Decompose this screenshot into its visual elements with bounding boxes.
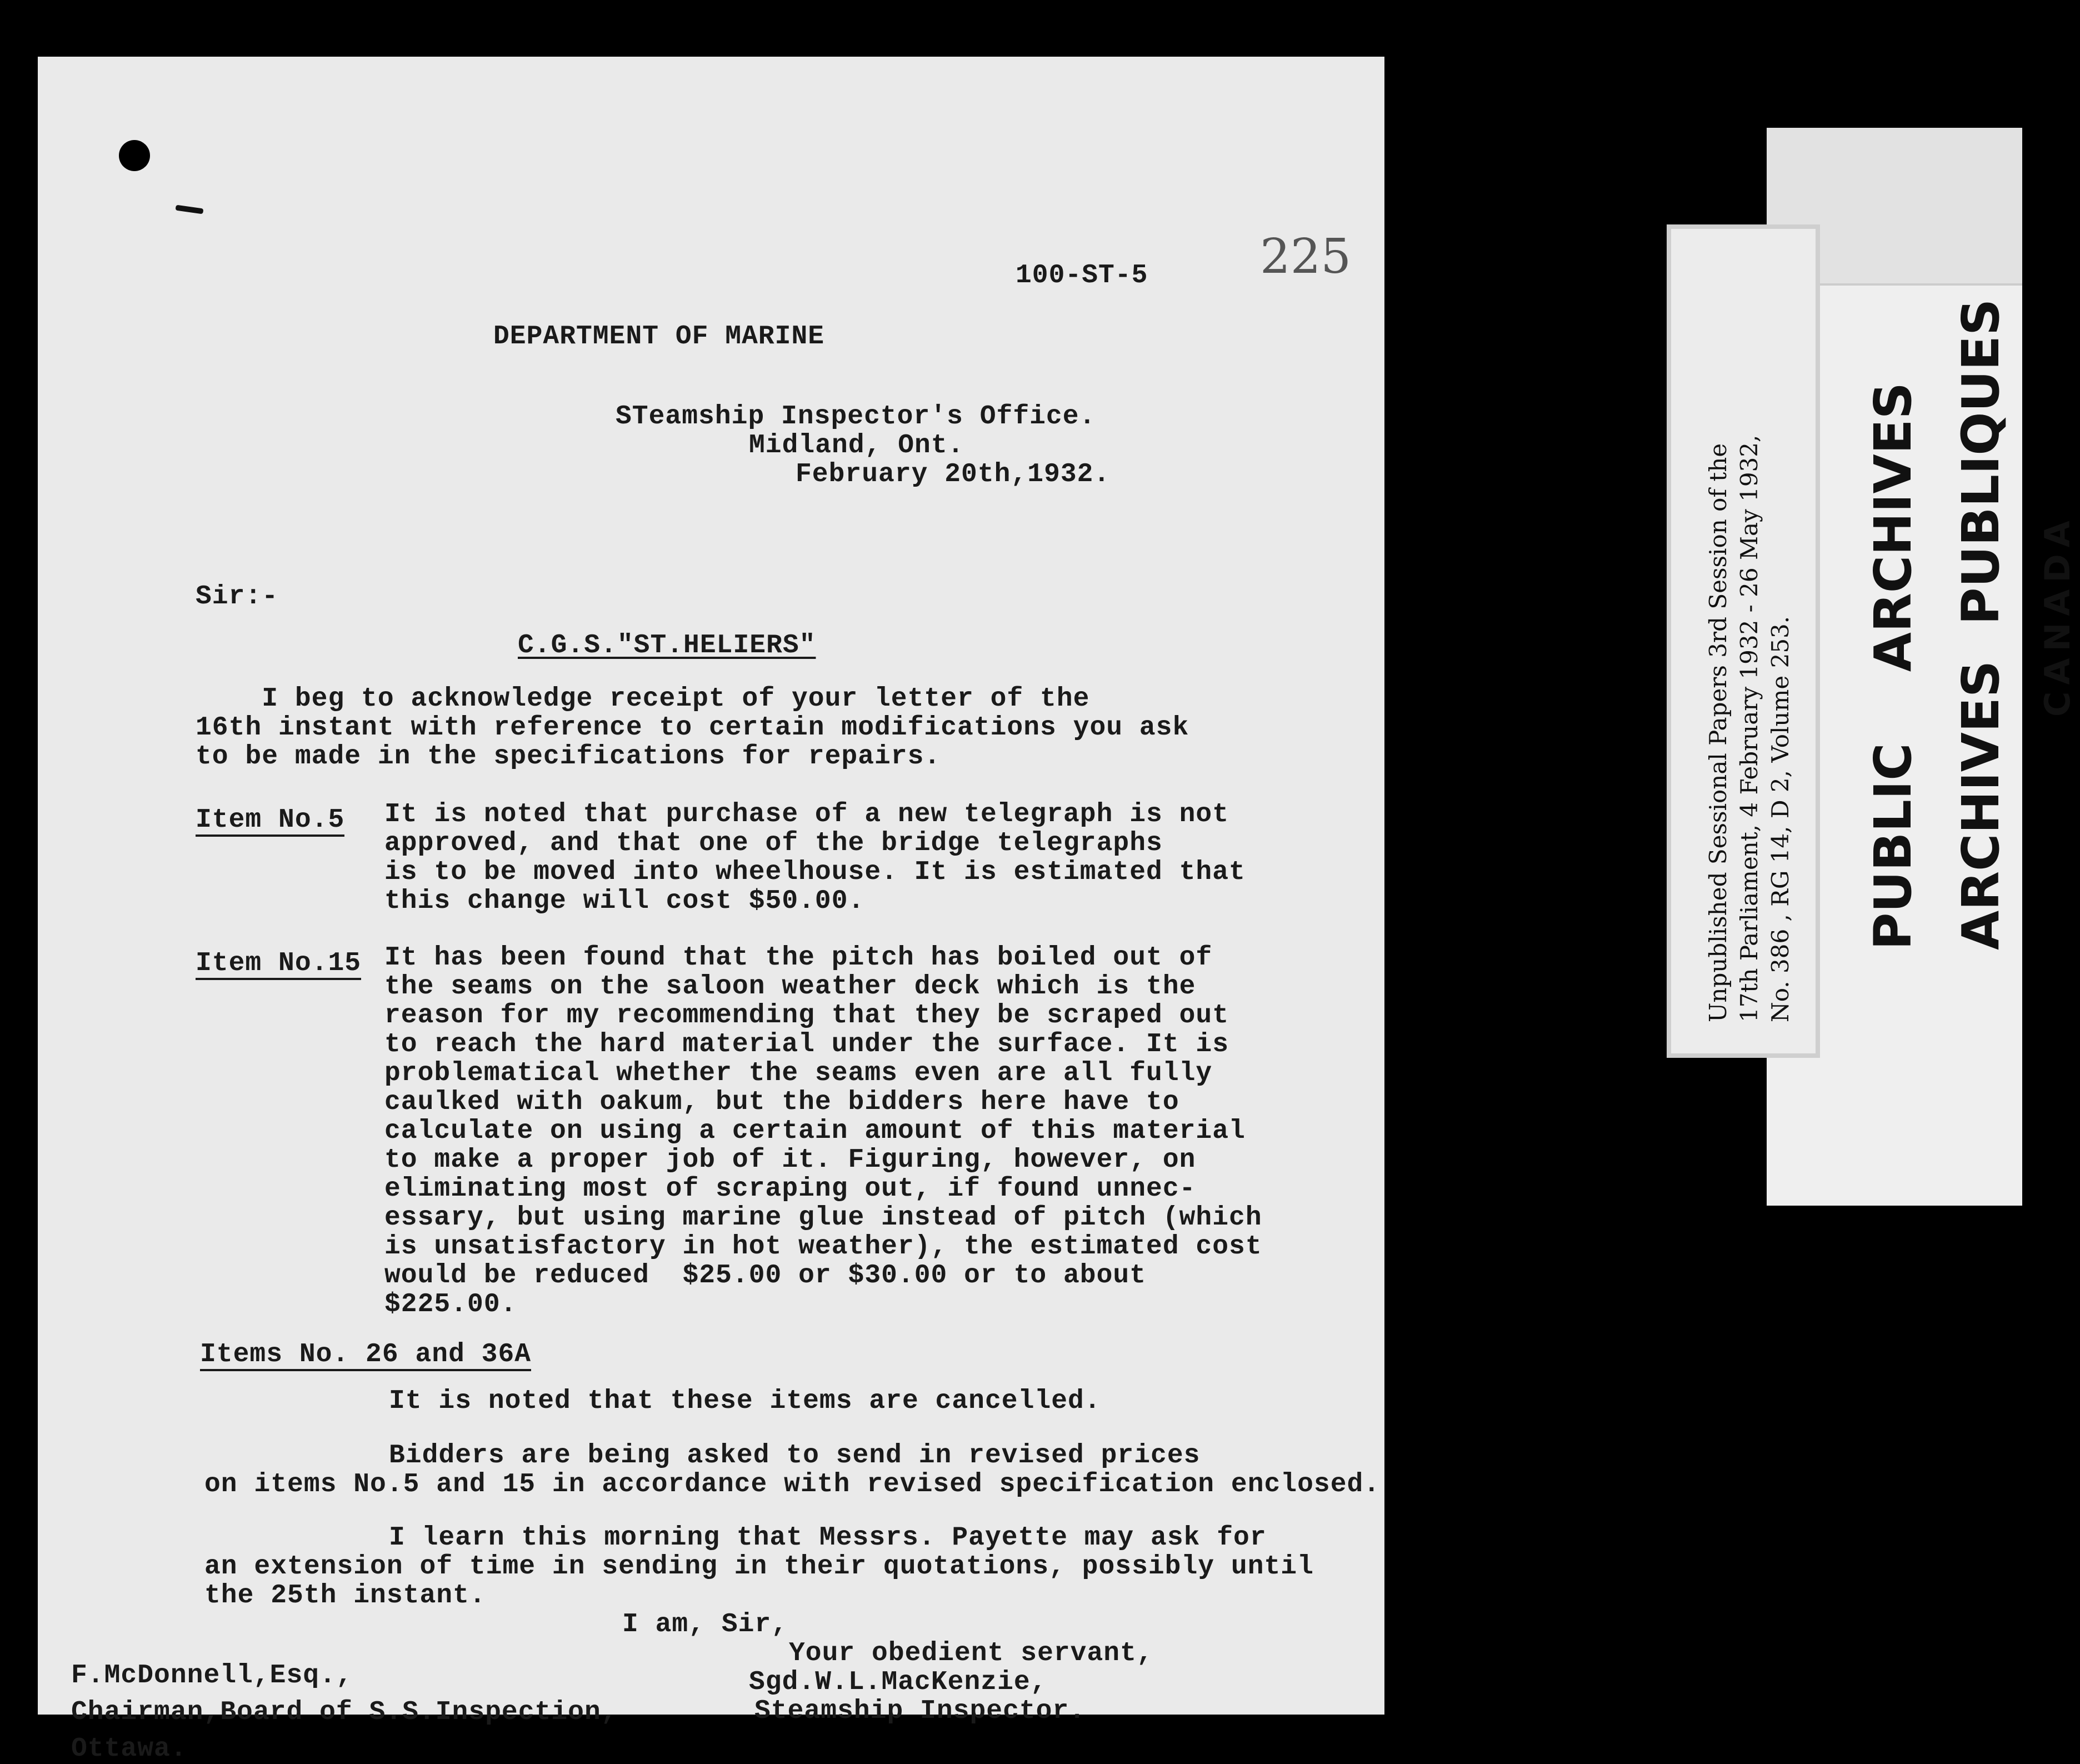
payette-line-1: I learn this morning that Messrs. Payette may ask for <box>389 1523 1267 1553</box>
intro-line-2: 16th instant with reference to certain modifications you ask <box>196 713 1189 743</box>
subject-line: C.G.S."ST.HELIERS" <box>518 631 816 661</box>
intro-line-3: to be made in the specifications for repairs. <box>196 742 941 772</box>
addressee-city: Ottawa. <box>71 1734 187 1764</box>
item-15-line-13: $225.00. <box>384 1290 517 1320</box>
archive-label-line-1: Unpublished Sessional Papers 3rd Session of the <box>1704 443 1732 1022</box>
department-heading: DEPARTMENT OF MARINE <box>493 322 825 352</box>
archive-label-line-2: 17th Parliament, 4 February 1932 - 26 May 1932, <box>1736 434 1763 1022</box>
archives-line-2: ARCHIVES PUBLIQUES <box>1951 298 2011 950</box>
item-15-line-8: to make a proper job of it. Figuring, however, on <box>384 1145 1196 1175</box>
item-15-line-2: the seams on the saloon weather deck which is the <box>384 972 1196 1002</box>
location-line: Midland, Ont. <box>749 431 964 461</box>
item-5-line-2: approved, and that one of the bridge telegraphs <box>384 828 1163 858</box>
item-5-line-1: It is noted that purchase of a new telegraph is not <box>384 799 1229 829</box>
item-15-label: Item No.15 <box>196 949 361 980</box>
date-line: February 20th,1932. <box>796 459 1111 489</box>
punch-hole <box>119 140 150 171</box>
ink-mark <box>176 205 204 214</box>
archives-stamp-text <box>1839 298 2080 950</box>
item-15-line-5: problematical whether the seams even are all fully <box>384 1058 1213 1088</box>
office-line: STeamship Inspector's Office. <box>616 402 1096 432</box>
folio-number: 225 <box>1260 229 1352 284</box>
letter-page <box>38 57 1384 1764</box>
file-number: 100-ST-5 <box>1016 261 1148 291</box>
item-15-line-10: essary, but using marine glue instead of pitch (which <box>384 1203 1262 1233</box>
signature-line: Sgd.W.L.MacKenzie, <box>749 1667 1047 1697</box>
bidders-line-2: on items No.5 and 15 in accordance with revised specification enclosed. <box>204 1470 1381 1500</box>
archive-label-text <box>1703 233 1796 1022</box>
archives-line-1: PUBLIC ARCHIVES <box>1863 382 1923 950</box>
addressee-name: F.McDonnell,Esq., <box>71 1661 353 1691</box>
item-15-line-9: eliminating most of scraping out, if found unnec- <box>384 1174 1196 1204</box>
item-15-line-1: It has been found that the pitch has boiled out of <box>384 943 1213 973</box>
payette-line-3: the 25th instant. <box>204 1581 486 1611</box>
salutation: Sir:- <box>196 582 279 612</box>
items-cancelled-line: It is noted that these items are cancelled. <box>389 1386 1101 1416</box>
item-5-line-3: is to be moved into wheelhouse. It is estimated that <box>384 857 1246 887</box>
closing-line-1: I am, Sir, <box>622 1610 788 1640</box>
items-26-36a-label: Items No. 26 and 36A <box>200 1340 531 1371</box>
intro-line-1: I beg to acknowledge receipt of your letter of the <box>196 684 1090 714</box>
item-5-line-4: this change will cost $50.00. <box>384 886 865 916</box>
signer-title: Steamship Inspector. <box>754 1696 1086 1726</box>
item-15-line-7: calculate on using a certain amount of this material <box>384 1116 1246 1146</box>
item-15-line-3: reason for my recommending that they be scraped out <box>384 1001 1229 1031</box>
archives-line-3: CANADA <box>2037 514 2078 717</box>
closing-line-2: Your obedient servant, <box>789 1638 1153 1668</box>
item-5-label: Item No.5 <box>196 806 344 837</box>
item-15-line-4: to reach the hard material under the surface. It is <box>384 1030 1229 1060</box>
addressee-title: Chairman,Board of S.S.Inspection, <box>71 1697 618 1727</box>
item-15-line-6: caulked with oakum, but the bidders here have to <box>384 1087 1179 1117</box>
archive-label-line-3: No. 386 , RG 14, D 2, Volume 253. <box>1767 616 1794 1022</box>
payette-line-2: an extension of time in sending in their quotations, possibly until <box>204 1552 1314 1582</box>
item-15-line-12: would be reduced $25.00 or $30.00 or to about <box>384 1261 1147 1291</box>
item-15-line-11: is unsatisfactory in hot weather), the estimated cost <box>384 1232 1262 1262</box>
bidders-line-1: Bidders are being asked to send in revised prices <box>389 1441 1201 1471</box>
